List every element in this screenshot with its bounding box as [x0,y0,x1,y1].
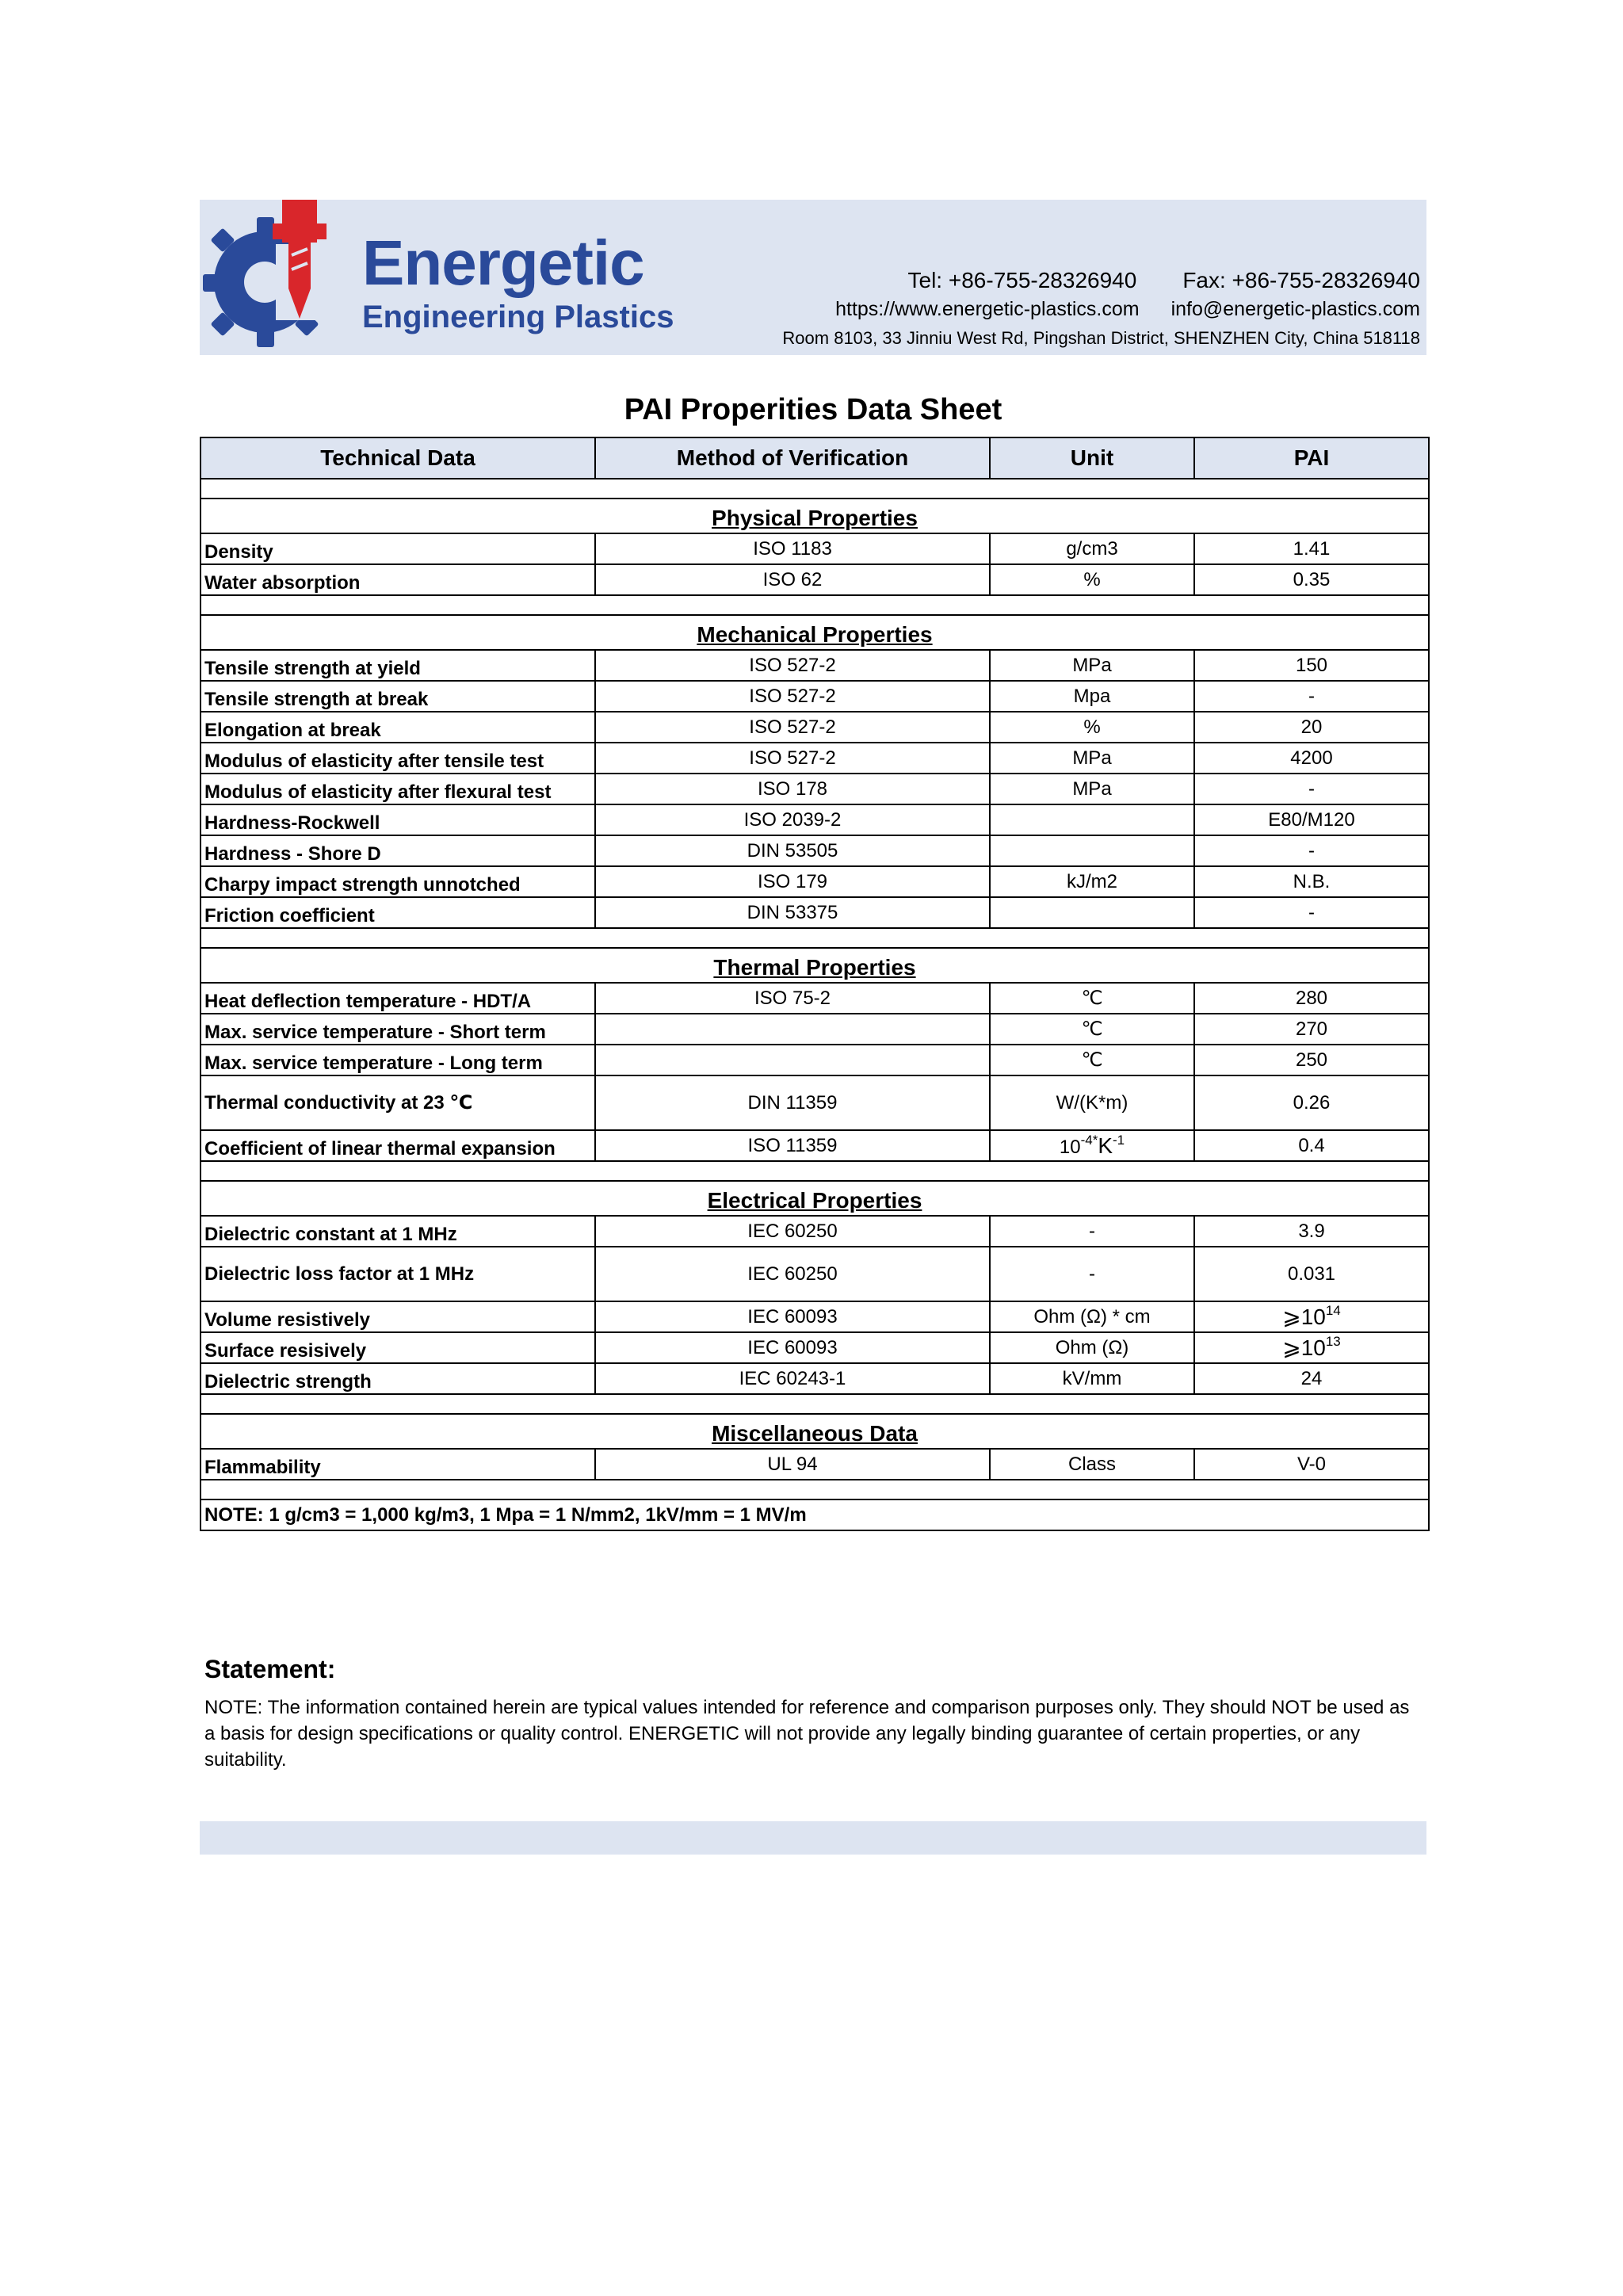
spacer-row [200,1480,1429,1499]
unit-expansion-cell: $10^{-4*}K^{-1}$ [990,1130,1194,1161]
column-header-method: Method of Verification [595,437,990,479]
statement-heading: Statement: [204,1655,336,1683]
table-row: Tensile strength at break ISO 527-2 Mpa - [200,681,1429,712]
table-row: Elongation at break ISO 527-2 % 20 [200,712,1429,743]
section-header-mechanical: Mechanical Properties [200,615,1429,650]
table-row: Density ISO 1183 g/cm3 1.41 [200,533,1429,564]
table-row: Coefficient of linear thermal expansion ISO 11359 $10^{-4*}K^{-1}$ 0.4 [200,1130,1429,1161]
table-row: Max. service temperature - Long term ℃ 250 [200,1045,1429,1075]
spacer-row [200,479,1429,499]
spacer-row [200,1394,1429,1414]
company-logo [200,200,675,355]
brand-name: Energetic [362,227,644,298]
email-link[interactable]: info@energetic-plastics.com [1170,298,1420,320]
table-row: Charpy impact strength unnotched ISO 179 kJ/m2 N.B. [200,866,1429,897]
spacer-row [200,595,1429,615]
table-row: Volume resistively IEC 60093 Ohm (Ω) * cm $⩾10^{14}$ [200,1301,1429,1332]
table-row: Heat deflection temperature - HDT/A ISO 75-2 ℃ 280 [200,983,1429,1014]
table-row: Dielectric constant at 1 MHz IEC 60250 - 3.9 [200,1216,1429,1247]
table-row: Flammability UL 94 Class V-0 [200,1449,1429,1480]
section-header-electrical: Electrical Properties [200,1181,1429,1216]
tel-text: Tel: +86-755-28326940 [907,268,1137,292]
table-row: Modulus of elasticity after tensile test ISO 527-2 MPa 4200 [200,743,1429,774]
section-header-miscellaneous: Miscellaneous Data [200,1414,1429,1449]
sheet-title: PAI Properities Data Sheet [624,393,1002,426]
table-row: Hardness - Shore D DIN 53505 - [200,835,1429,866]
table-row: Water absorption ISO 62 % 0.35 [200,564,1429,595]
units-note: NOTE: 1 g/cm3 = 1,000 kg/m3, 1 Mpa = 1 N/mm2, 1kV/mm = 1 MV/m [200,1499,1429,1530]
spacer-row [200,1161,1429,1181]
note-row [200,1499,1429,1530]
website-link[interactable]: https://www.energetic-plastics.com [835,298,1140,320]
statement-text: NOTE: The information contained herein are typical values intended for reference and comparison purposes only. They should NOT be used as a basis for design specifications or quality control. ENERGETIC will not provide any legally binding guarantee of certain properties, or any suitability. [204,1697,1410,1771]
table-row: Max. service temperature - Short term ℃ 270 [200,1014,1429,1045]
section-header-thermal: Thermal Properties [200,948,1429,983]
contact-phone-row [908,268,1420,293]
table-row: Hardness-Rockwell ISO 2039-2 E80/M120 [200,804,1429,835]
table-header-row [200,437,1429,479]
table-row: Thermal conductivity at 23 ℃ DIN 11359 W/(K*m) 0.26 [200,1075,1429,1130]
address-text: Room 8103, 33 Jinniu West Rd, Pingshan District, SHENZHEN City, China 518118 [782,328,1420,348]
spacer-row [200,928,1429,948]
footer-band [200,1821,1426,1855]
header-band [200,200,1426,355]
table-row: Friction coefficient DIN 53375 - [200,897,1429,928]
gear-drill-logo-icon [200,200,358,355]
table-row: Surface resisively IEC 60093 Ohm (Ω) $⩾10^{13}$ [200,1332,1429,1363]
properties-table [200,437,1430,1531]
column-header-unit: Unit [990,437,1194,479]
contact-web-row [835,298,1420,321]
table-row: Dielectric strength IEC 60243-1 kV/mm 24 [200,1363,1429,1394]
table-row: Modulus of elasticity after flexural test ISO 178 MPa - [200,774,1429,804]
brand-subtitle: Engineering Plastics [362,300,674,334]
table-row: Tensile strength at yield ISO 527-2 MPa 150 [200,650,1429,681]
column-header-pai: PAI [1194,437,1429,479]
column-header-technical-data: Technical Data [200,437,595,479]
section-header-physical: Physical Properties [200,499,1429,533]
table-row: Dielectric loss factor at 1 MHz IEC 60250 - 0.031 [200,1247,1429,1301]
fax-text: Fax: +86-755-28326940 [1182,268,1420,292]
